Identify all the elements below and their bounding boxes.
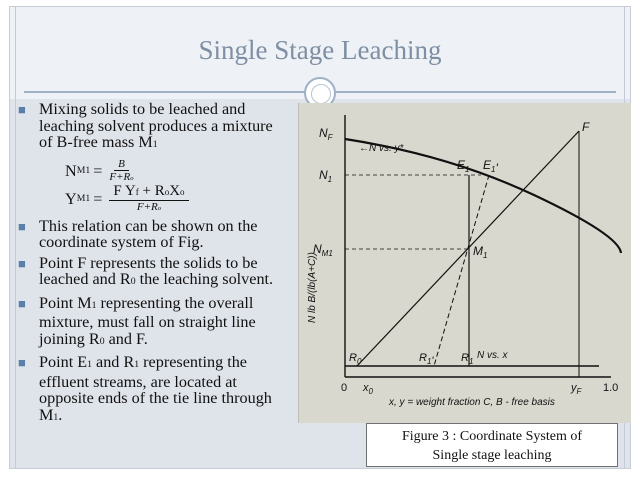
square-bullet-icon: ■ [18,355,26,370]
x0-tick: $x_0$ [363,382,373,396]
coordinate-diagram [299,103,632,423]
bullet-item: ■ This relation can be shown on the coordinate system of Fig. [18,216,258,251]
n-vs-y-label: ←N vs. y* [359,143,404,154]
square-bullet-icon: ■ [18,295,26,311]
y-axis-label: N lb B/(lb(A+C)) [307,252,318,323]
one-tick: 1.0 [603,382,619,394]
bullet-item: ■ Point E1 and R1 representing the effluent streams, are located at opposite ends of the tie line through M1. [18,353,272,424]
bullet-text: Mixing solids to be leached and leaching solvent produces a mixture of B-free mass M [39,100,273,151]
e1p-label: $E_1'$ [483,158,498,175]
e1-label: $E_1$ [457,158,470,174]
r0-label: $R_0$ [349,352,362,366]
square-bullet-icon: ■ [18,255,26,271]
e1p-r1p-line [434,175,489,366]
n1-label: $N_1$ [319,168,333,184]
bullet-item: ■ Point M1 representing the overall mixture, must fall on straight line joining R0 and F. [18,293,256,348]
equation-y: Y M1 = $\frac{\text{F Yf + RoXo}}{F+Ro}$ [13,186,285,214]
square-bullet-icon: ■ [18,218,26,234]
bullet-item: ■ Point F represents the solids to be leached and R0 the leaching solvent. [18,253,274,288]
nm1-label: $N_{M1}$ [313,242,333,258]
bullet-list [13,101,285,430]
figure-image [298,103,631,423]
n-vs-x-label: N vs. x [477,350,508,361]
slide-title: Single Stage Leaching [198,35,442,65]
fraction: $\frac{B}{F+Ro}$ [109,158,134,183]
fraction: $\frac{\text{F Yf + RoXo}}{F+Ro}$ [109,184,188,215]
r1-label: $R_1$ [461,352,474,366]
nf-label: $N_F$ [319,126,333,142]
bullet-item: ■ Mixing solids to be leached and leaching solvent produces a mixture of B-free mass M1 [18,100,273,151]
yf-tick: $y_F$ [571,382,582,396]
square-bullet-icon: ■ [18,102,26,117]
x-axis-label: x, y = weight fraction C, B - free basis [389,397,555,408]
slide [9,6,631,469]
figure-caption: Figure 3 : Coordinate System of Single stage leaching [366,423,618,467]
n-vs-y-curve [345,139,621,253]
m1-label: $M_1$ [473,244,488,260]
r1p-label: $R_1'$ [419,352,434,367]
equation-n: N M1 = $\frac{B}{F+Ro}$ [65,158,134,183]
origin-tick: 0 [341,382,348,394]
f-label: F [582,120,590,134]
